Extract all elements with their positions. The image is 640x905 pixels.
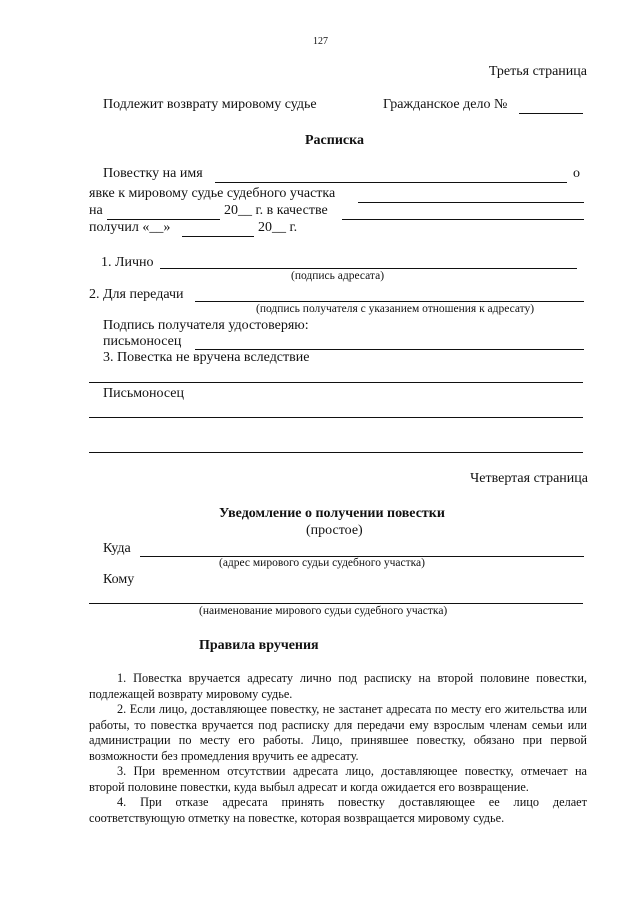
rules-title: Правила вручения <box>199 638 319 653</box>
rule-item: 3. При временном отсутствии адресата лицо, доставляющее повестку, отмечает на второй половине повестки, куда выбыл адресат и когда ожидается его возвращение. <box>89 764 587 794</box>
where-note: (адрес мирового судьи судебного участка) <box>219 557 425 569</box>
to-whom-label: Кому <box>103 572 135 587</box>
summons-o: о <box>573 166 580 181</box>
received-year-label: 20__ г. <box>258 220 298 235</box>
case-label: Гражданское дело № <box>383 97 508 112</box>
transfer-signature-line <box>195 301 584 302</box>
page-number: 127 <box>313 36 328 47</box>
appear-line-label: явке к мировому судье судебного участка <box>89 186 336 201</box>
rule-item: 2. Если лицо, доставляющее повестку, не застанет адресата по месту его жительства или работы, то повестка вручается под расписку для передачи ему взрослым членам семьи или администрации по месту его работы. Лицо, принявшее повестку, обязано при первой возможности без промедления вручить ее адресату. <box>89 702 587 763</box>
to-whom-line <box>89 603 583 604</box>
notice-subtitle: (простое) <box>306 523 363 538</box>
not-delivered-line <box>89 382 583 383</box>
addressee-sign-note: (подпись адресата) <box>291 270 385 282</box>
for-transfer-label: 2. Для передачи <box>89 287 184 302</box>
postman2-line-2 <box>89 452 583 453</box>
on-label: на <box>89 203 103 218</box>
summons-to-name-label: Повестку на имя <box>103 166 203 181</box>
case-number-line <box>519 113 583 114</box>
rule-item: 1. Повестка вручается адресату лично под расписку на второй половине повестки, подлежащей возврату мировому судье. <box>89 671 587 701</box>
certify-label: Подпись получателя удостоверяю: <box>103 318 309 333</box>
postman2-line-1 <box>89 417 583 418</box>
personally-signature-line <box>160 268 577 269</box>
rules-list <box>89 671 587 826</box>
page3-label: Третья страница <box>488 64 587 79</box>
recipient-sign-note: (подпись получателя с указанием отношения к адресату) <box>256 303 535 315</box>
summons-name-line <box>215 182 567 183</box>
year-capacity-label: 20__ г. в качестве <box>224 203 328 218</box>
receipt-title: Расписка <box>305 133 364 148</box>
received-month-line <box>182 236 254 237</box>
rule-item: 4. При отказе адресата принять повестку доставляющее ее лицо делает соответствующую отметку на повестке, которая возвращается мировому судье. <box>89 795 587 825</box>
capacity-line <box>342 219 584 220</box>
return-note: Подлежит возврату мировому судье <box>103 97 317 112</box>
court-section-line <box>358 202 584 203</box>
postman-label: письмоносец <box>103 334 182 349</box>
postman2-label: Письмоносец <box>103 386 184 401</box>
where-label: Куда <box>103 541 131 556</box>
received-label: получил «__» <box>89 220 171 235</box>
personally-label: 1. Лично <box>101 255 154 270</box>
page4-label: Четвертая страница <box>470 471 588 486</box>
notice-title: Уведомление о получении повестки <box>219 506 445 521</box>
not-delivered-label: 3. Повестка не вручена вследствие <box>103 350 310 365</box>
to-whom-note: (наименование мирового судьи судебного участка) <box>199 605 448 617</box>
